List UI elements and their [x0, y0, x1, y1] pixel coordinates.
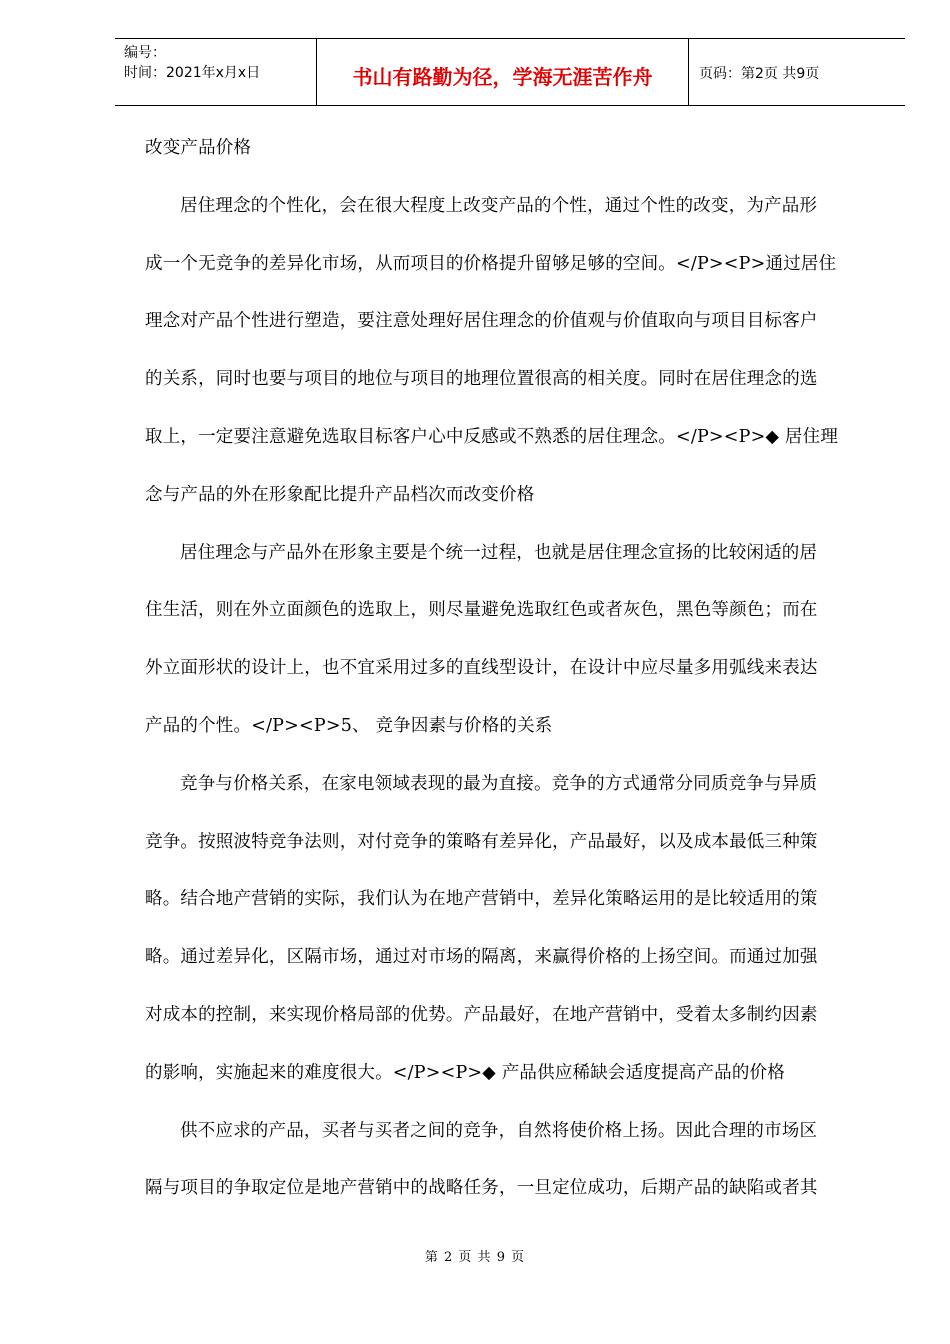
document-header: [115, 38, 905, 106]
text-line: 居住理念的个性化，会在很大程度上改变产品的个性，通过个性的改变，为产品形: [180, 195, 818, 216]
text-line: 竞争。按照波特竞争法则，对付竞争的策略有差异化，产品最好，以及成本最低三种策: [145, 831, 818, 852]
text-line: 供不应求的产品，买者与买者之间的竞争，自然将使价格上扬。因此合理的市场区: [180, 1120, 818, 1141]
text-line: 对成本的控制，来实现价格局部的优势。产品最好，在地产营销中，受着太多制约因素: [145, 1004, 818, 1025]
text-line: 住生活，则在外立面颜色的选取上，则尽量避免选取红色或者灰色，黑色等颜色；而在: [145, 600, 818, 621]
header-motto-cell: [317, 39, 689, 105]
text-line: 隔与项目的争取定位是地产营销中的战略任务，一旦定位成功，后期产品的缺陷或者其: [145, 1178, 818, 1199]
motto-text: 书山有路勤为径，学海无涯苦作舟: [352, 64, 653, 89]
time-label: 时间：2021年x月x日: [124, 65, 261, 81]
header-page-cell: [689, 39, 905, 105]
text-line: 居住理念与产品外在形象主要是个统一过程，也就是居住理念宣扬的比较闲适的居: [180, 542, 818, 563]
text-line: 产品的个性。</P><P>5、 竞争因素与价格的关系: [145, 715, 553, 736]
text-line: 的影响，实施起来的难度很大。</P><P>◆ 产品供应稀缺会适度提高产品的价格: [145, 1062, 785, 1083]
text-line: 取上，一定要注意避免选取目标客户心中反感或不熟悉的居住理念。</P><P>◆ 居住理: [145, 426, 839, 447]
number-label: 编号：: [124, 45, 166, 61]
text-line: 的关系，同时也要与项目的地位与项目的地理位置很高的相关度。同时在居住理念的选: [145, 369, 818, 390]
text-line: 略。结合地产营销的实际，我们认为在地产营销中，差异化策略运用的是比较适用的策: [145, 889, 818, 910]
page-info: 页码：第2页 共9页: [699, 66, 820, 82]
document-body: [145, 120, 875, 1218]
page-footer: 第 2 页 共 9 页: [424, 1250, 526, 1265]
text-line: 理念对产品个性进行塑造，要注意处理好居住理念的价值观与价值取向与项目目标客户: [145, 311, 818, 332]
header-meta-cell: [115, 39, 317, 105]
text-line: 外立面形状的设计上，也不宜采用过多的直线型设计，在设计中应尽量多用弧线来表达: [145, 658, 818, 679]
text-line: 略。通过差异化，区隔市场，通过对市场的隔离，来赢得价格的上扬空间。而通过加强: [145, 947, 818, 968]
text-line: 改变产品价格: [145, 138, 252, 158]
text-line: 竞争与价格关系，在家电领域表现的最为直接。竞争的方式通常分同质竞争与异质: [180, 773, 818, 794]
text-line: 成一个无竞争的差异化市场，从而项目的价格提升留够足够的空间。</P><P>通过居住: [145, 253, 837, 274]
text-line: 念与产品的外在形象配比提升产品档次而改变价格: [145, 484, 535, 505]
